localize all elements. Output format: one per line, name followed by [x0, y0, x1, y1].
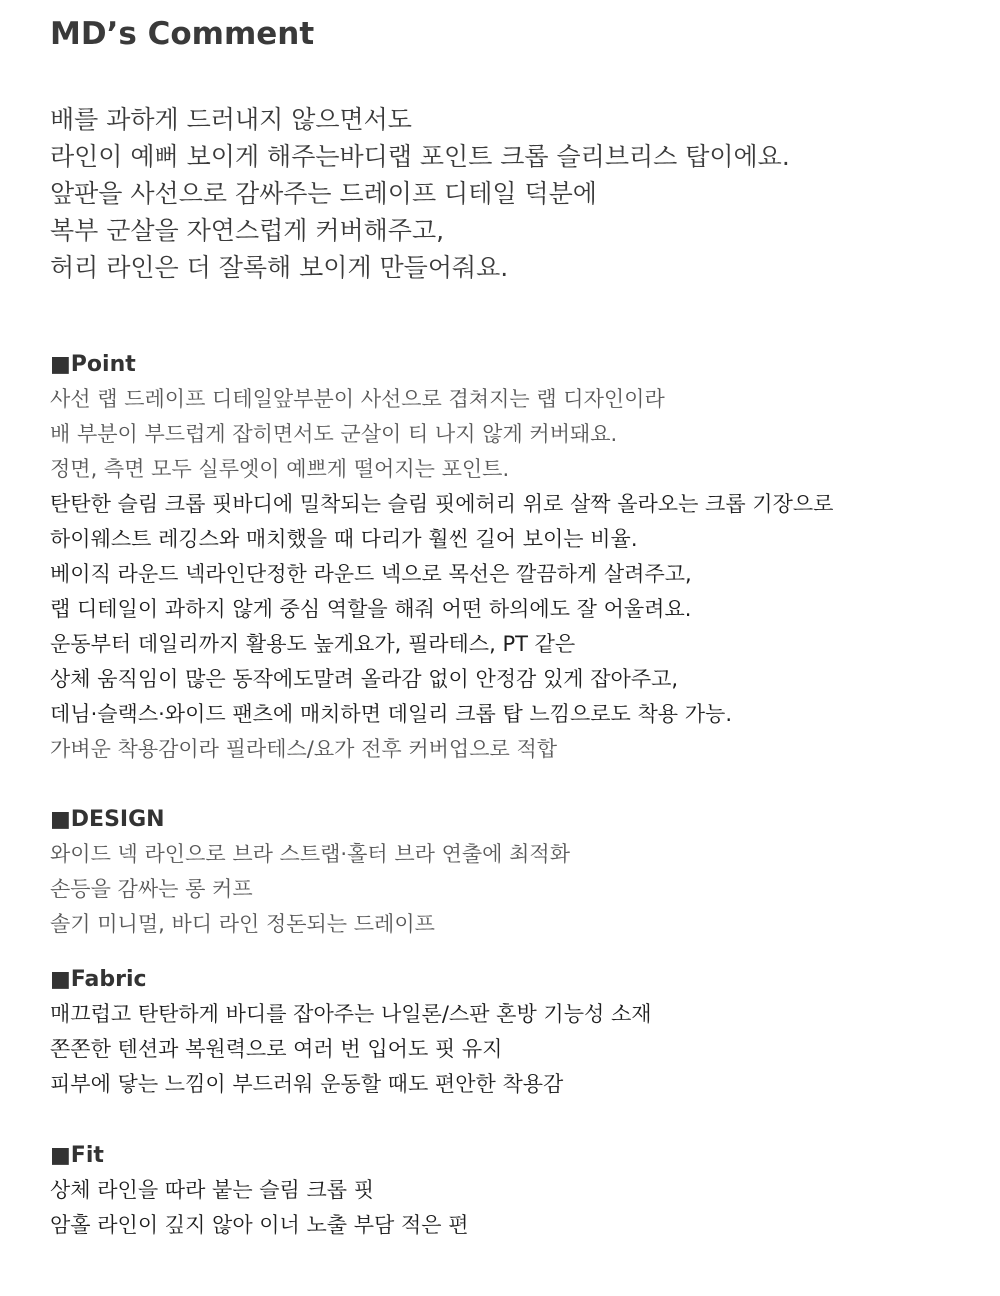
design-section	[50, 805, 570, 942]
fabric-section	[50, 965, 652, 1102]
point-line: 하이웨스트 레깅스와 매치했을 때 다리가 훨씬 길어 보이는 비율.	[50, 527, 638, 551]
point-line: 정면, 측면 모두 실루엣이 예쁘게 떨어지는 포인트.	[50, 457, 510, 481]
intro-line: 배를 과하게 드러내지 않으면서도	[50, 105, 412, 134]
fit-section	[50, 1141, 469, 1243]
fit-heading: ■Fit	[50, 1143, 104, 1168]
point-line: 가벼운 착용감이라 필라테스/요가 전후 커버업으로 적합	[50, 737, 558, 761]
intro-line: 라인이 예뻐 보이게 해주는바디랩 포인트 크롭 슬리브리스 탑이에요.	[50, 142, 790, 171]
intro-paragraph	[50, 101, 790, 286]
point-line: 사선 랩 드레이프 디테일앞부분이 사선으로 겹쳐지는 랩 디자인이라	[50, 387, 665, 411]
design-heading: ■DESIGN	[50, 807, 165, 832]
fabric-line: 피부에 닿는 느낌이 부드러워 운동할 때도 편안한 착용감	[50, 1072, 564, 1096]
point-heading: ■Point	[50, 352, 136, 377]
intro-line: 앞판을 사선으로 감싸주는 드레이프 디테일 덕분에	[50, 179, 597, 208]
point-section	[50, 350, 833, 767]
page-title: MD’s Comment	[50, 16, 315, 52]
point-line: 베이직 라운드 넥라인단정한 라운드 넥으로 목선은 깔끔하게 살려주고,	[50, 562, 692, 586]
point-line: 배 부분이 부드럽게 잡히면서도 군살이 티 나지 않게 커버돼요.	[50, 422, 618, 446]
fit-line: 암홀 라인이 깊지 않아 이너 노출 부담 적은 편	[50, 1213, 469, 1237]
design-line: 와이드 넥 라인으로 브라 스트랩·홀터 브라 연출에 최적화	[50, 842, 570, 866]
point-line: 탄탄한 슬림 크롭 핏바디에 밀착되는 슬림 핏에허리 위로 살짝 올라오는 크롭 기장으로	[50, 492, 834, 516]
point-line: 상체 움직임이 많은 동작에도말려 올라감 없이 안정감 있게 잡아주고,	[50, 667, 679, 691]
intro-line: 복부 군살을 자연스럽게 커버해주고,	[50, 216, 445, 245]
fit-line: 상체 라인을 따라 붙는 슬림 크롭 핏	[50, 1178, 375, 1202]
point-line: 랩 디테일이 과하지 않게 중심 역할을 해줘 어떤 하의에도 잘 어울려요.	[50, 597, 692, 621]
design-line: 솔기 미니멀, 바디 라인 정돈되는 드레이프	[50, 912, 435, 936]
point-line: 운동부터 데일리까지 활용도 높게요가, 필라테스, PT 같은	[50, 632, 576, 656]
design-line: 손등을 감싸는 롱 커프	[50, 877, 253, 901]
point-line: 데님·슬랙스·와이드 팬츠에 매치하면 데일리 크롭 탑 느낌으로도 착용 가능.	[50, 702, 733, 726]
fabric-line: 매끄럽고 탄탄하게 바디를 잡아주는 나일론/스판 혼방 기능성 소재	[50, 1002, 652, 1026]
fabric-line: 쫀쫀한 텐션과 복원력으로 여러 번 입어도 핏 유지	[50, 1037, 503, 1061]
fabric-heading: ■Fabric	[50, 967, 147, 992]
intro-line: 허리 라인은 더 잘록해 보이게 만들어줘요.	[50, 253, 509, 282]
